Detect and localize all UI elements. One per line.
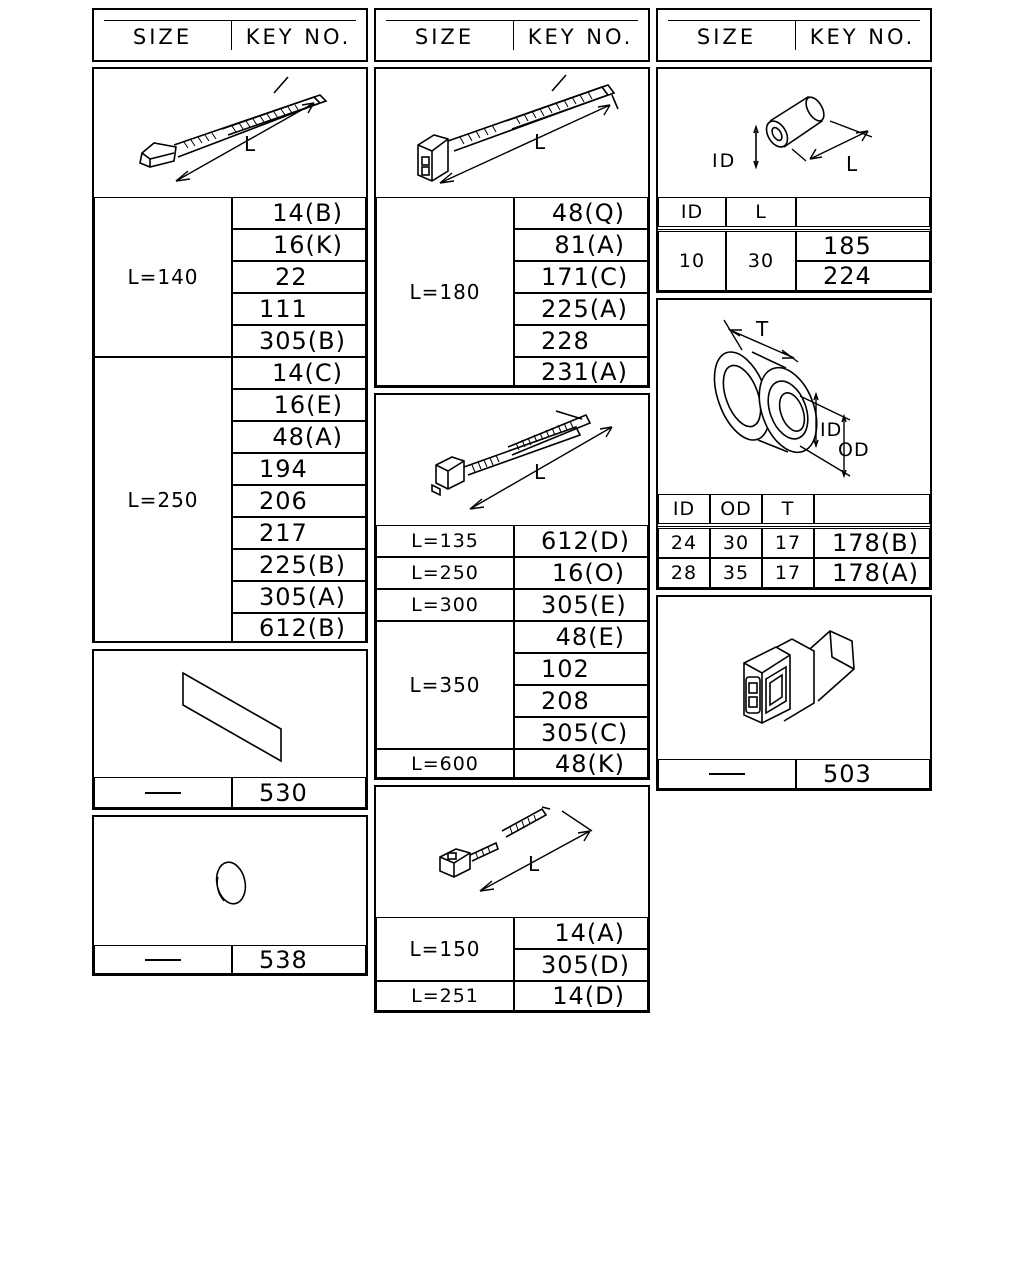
key-no-cell: 48(E) [514, 621, 648, 653]
id-col-header: ID [658, 197, 726, 227]
t-col-header: T [762, 494, 814, 524]
key-col-header [796, 197, 930, 227]
key-no-cell: 14(A) [514, 917, 648, 949]
id-value: 28 [658, 558, 710, 588]
plate-illustration [94, 651, 366, 777]
t-value: 17 [762, 558, 814, 588]
key-no-header: KEY NO. [527, 25, 634, 49]
key-no-header: KEY NO. [245, 25, 352, 49]
key-no-cell: 225(B) [232, 549, 366, 581]
t-dim-label: T [756, 317, 769, 341]
key-no-cell: 217 [232, 517, 366, 549]
id-dim-label: ID [712, 150, 737, 172]
key-no-cell: 305(A) [232, 581, 366, 613]
od-col-header: OD [710, 494, 762, 524]
size-cell-l251: L=251 [376, 981, 514, 1011]
l-value: 30 [726, 231, 796, 291]
size-cell: L=300 [376, 589, 514, 621]
tube-panel [656, 67, 932, 293]
key-no-cell: 16(E) [232, 389, 366, 421]
key-no-cell: 14(D) [514, 981, 648, 1011]
disc-panel [92, 815, 368, 976]
key-no-cell: 208 [514, 685, 648, 717]
key-no-cell: 305(D) [514, 949, 648, 981]
key-no-cell: 228 [514, 325, 648, 357]
key-no-cell: 225(A) [514, 293, 648, 325]
size-cell-disc [94, 945, 232, 974]
key-no-cell: 224 [796, 261, 930, 291]
key-no-cell: 530 [232, 777, 366, 808]
grommet-illustration [658, 300, 930, 496]
size-cell-l140: L=140 [94, 197, 232, 357]
key-no-cell: 612(B) [232, 613, 366, 643]
od-value: 35 [710, 558, 762, 588]
size-header: SIZE [696, 25, 757, 49]
disc-illustration [94, 817, 366, 945]
length-dim-label: L [534, 460, 546, 484]
size-cell: L=600 [376, 749, 514, 778]
key-no-cell: 48(A) [232, 421, 366, 453]
key-no-cell: 16(O) [514, 557, 648, 589]
no-size-dash [145, 959, 181, 961]
tube-illustration [658, 69, 930, 197]
key-no-cell: 48(Q) [514, 197, 648, 229]
cable-tie-illustration [94, 69, 366, 197]
header-col2 [374, 8, 650, 62]
id-value: 10 [658, 231, 726, 291]
cable-tie-misc-panel [374, 393, 650, 780]
length-dim-label: L [528, 852, 540, 876]
cable-tie-small-panel [374, 785, 650, 1013]
key-no-cell: 111 [232, 293, 366, 325]
od-value: 30 [710, 528, 762, 558]
connector-panel [656, 595, 932, 791]
size-header: SIZE [132, 25, 193, 49]
length-dim-label: L [846, 152, 858, 176]
size-cell-l150: L=150 [376, 917, 514, 981]
no-size-dash [145, 792, 181, 794]
id-col-header: ID [658, 494, 710, 524]
cable-tie-misc-illustration [376, 395, 648, 525]
connector-illustration [658, 597, 930, 759]
l-col-header: L [726, 197, 796, 227]
cable-tie-180-illustration [376, 69, 648, 197]
key-col-header [814, 494, 930, 524]
id-value: 24 [658, 528, 710, 558]
size-cell-l250: L=250 [94, 357, 232, 643]
size-cell: L=250 [376, 557, 514, 589]
size-cell-l180: L=180 [376, 197, 514, 386]
key-no-cell: 178(B) [814, 528, 930, 558]
key-no-cell: 185 [796, 231, 930, 261]
size-cell-l350: L=350 [376, 621, 514, 749]
plate-panel [92, 649, 368, 810]
key-no-cell: 14(C) [232, 357, 366, 389]
header-col3 [656, 8, 932, 62]
key-no-cell: 16(K) [232, 229, 366, 261]
key-no-cell: 22 [232, 261, 366, 293]
no-size-dash [709, 773, 745, 775]
cable-tie-panel [92, 67, 368, 643]
key-no-cell: 102 [514, 653, 648, 685]
key-no-cell: 503 [796, 759, 930, 789]
key-no-cell: 206 [232, 485, 366, 517]
od-dim-label: OD [838, 439, 870, 461]
key-no-cell: 612(D) [514, 525, 648, 557]
size-cell-plate [94, 777, 232, 808]
key-no-cell: 538 [232, 945, 366, 974]
cable-tie-180-panel [374, 67, 650, 388]
key-no-cell: 81(A) [514, 229, 648, 261]
key-no-header: KEY NO. [809, 25, 916, 49]
key-no-cell: 171(C) [514, 261, 648, 293]
id-dim-label: ID [820, 419, 843, 441]
header-col1 [92, 8, 368, 62]
length-dim-label: L [534, 130, 546, 154]
key-no-cell: 305(C) [514, 717, 648, 749]
size-cell-connector [658, 759, 796, 789]
key-no-cell: 305(B) [232, 325, 366, 357]
key-no-cell: 14(B) [232, 197, 366, 229]
size-cell: L=135 [376, 525, 514, 557]
t-value: 17 [762, 528, 814, 558]
key-no-cell: 305(E) [514, 589, 648, 621]
cable-tie-small-illustration [376, 787, 648, 917]
length-dim-label: L [244, 132, 256, 156]
size-header: SIZE [414, 25, 475, 49]
grommet-panel [656, 298, 932, 590]
key-no-cell: 194 [232, 453, 366, 485]
key-no-cell: 178(A) [814, 558, 930, 588]
key-no-cell: 231(A) [514, 357, 648, 386]
key-no-cell: 48(K) [514, 749, 648, 778]
